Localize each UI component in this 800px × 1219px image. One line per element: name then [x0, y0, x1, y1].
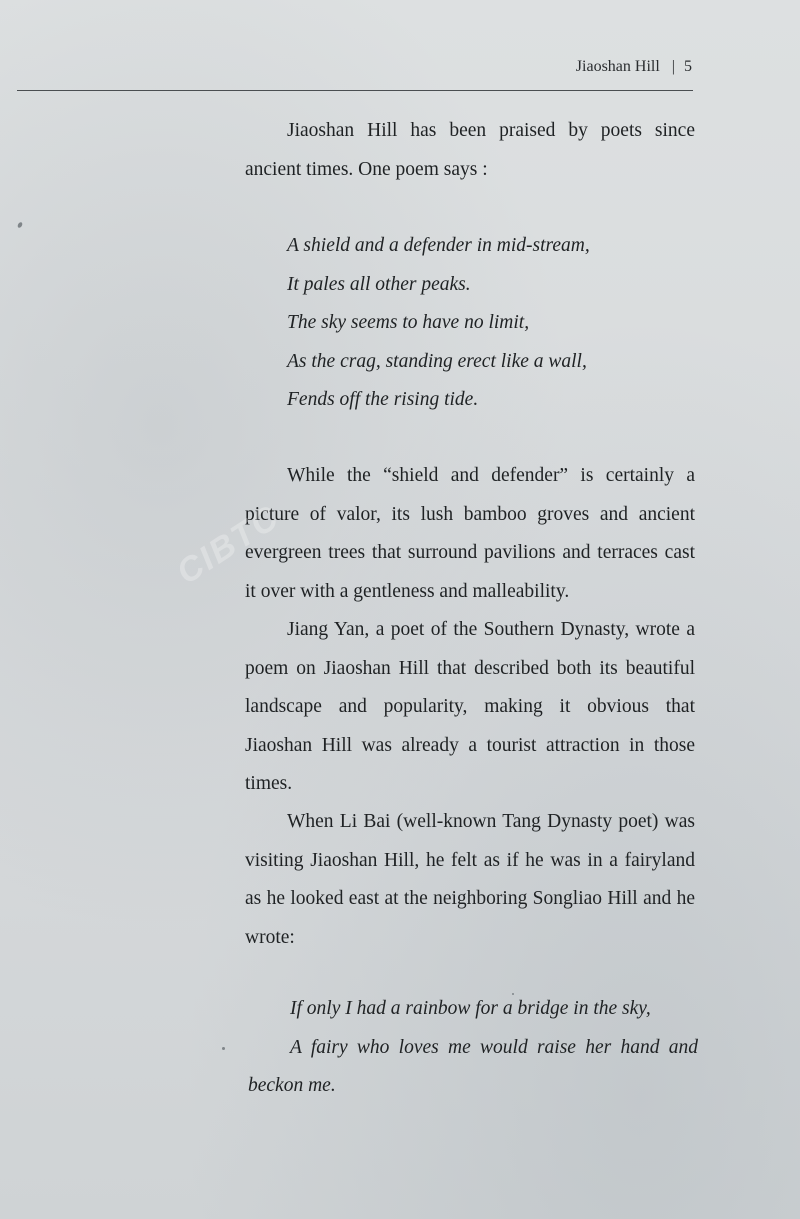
running-title: Jiaoshan Hill	[575, 58, 660, 75]
verse-line: As the crag, standing erect like a wall,	[287, 350, 587, 372]
verse-line: A fairy who loves me would raise her hand and beckon me.	[248, 1036, 698, 1096]
print-speck	[512, 993, 514, 995]
poem-li-bai	[248, 990, 698, 1106]
print-speck	[222, 1047, 225, 1050]
print-speck	[17, 221, 23, 228]
paragraph-shield-defender: While the “shield and defender” is certainly a picture of valor, its lush bamboo groves and ancient evergreen trees that surround pavilions and terraces cast it over with a gentleness and malleability.	[245, 465, 695, 602]
paragraph-jiang-yan: Jiang Yan, a poet of the Southern Dynasty, wrote a poem on Jiaoshan Hill that described both its beautiful landscape and popularity, making it obvious that Jiaoshan Hill was already a tourist attraction in those times.	[245, 619, 695, 794]
verse-line: It pales all other peaks.	[287, 273, 471, 295]
header-rule	[17, 90, 693, 91]
verse-line: Fends off the rising tide.	[287, 389, 479, 410]
verse-line: The sky seems to have no limit,	[287, 312, 530, 333]
verse-line: If only I had a rainbow for a bridge in the sky,	[290, 998, 651, 1019]
paragraph-li-bai: When Li Bai (well-known Tang Dynasty poet) was visiting Jiaoshan Hill, he felt as if he was in a fairyland as he looked east at the neighboring Songliao Hill and he wrote:	[245, 811, 695, 948]
paragraph-intro: Jiaoshan Hill has been praised by poets since ancient times. One poem says :	[245, 120, 695, 180]
verse-line: A shield and a defender in mid-stream,	[287, 235, 590, 256]
header-separator: |	[671, 58, 675, 75]
page-number: 5	[684, 58, 692, 75]
running-header	[0, 58, 692, 76]
poem-shield-defender	[287, 227, 707, 420]
watermark-logo-text: CIBTC	[170, 497, 287, 592]
